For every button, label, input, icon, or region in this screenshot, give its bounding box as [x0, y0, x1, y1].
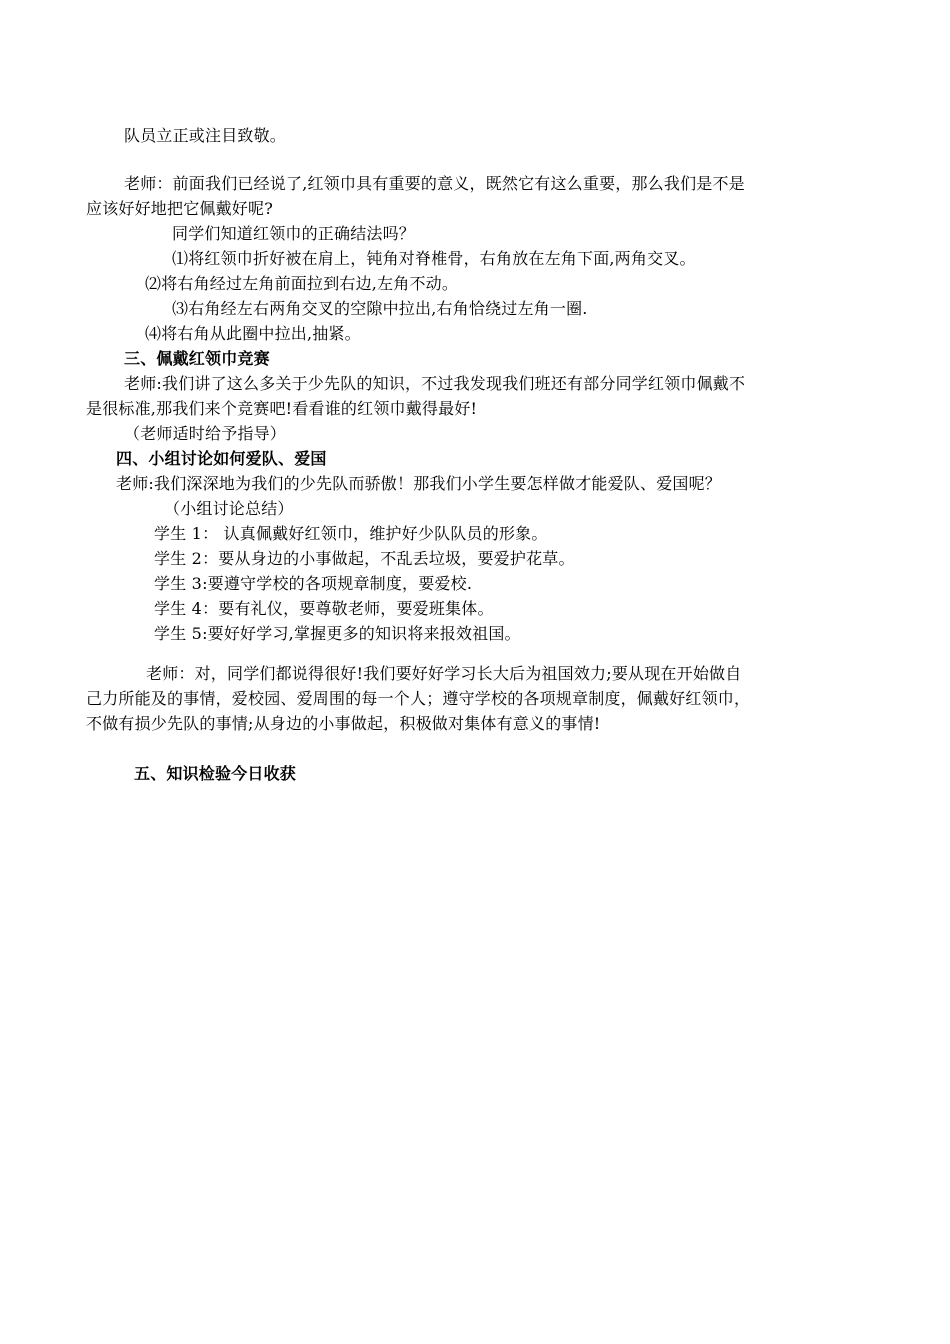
paragraph-discussion-prompt: 老师:我们深深地为我们的少先队而骄傲！那我们小学生要怎样做才能爱队、爱国呢？	[116, 474, 721, 493]
section-heading-4: 四、小组讨论如何爱队、爱国	[116, 449, 327, 468]
paragraph-teacher-intro-line-1: 老师：前面我们已经说了,红领巾具有重要的意义，既然它有这么重要，那么我们是不是	[124, 174, 745, 193]
step-2: ⑵将右角经过左角前面拉到右边,左角不动。	[145, 274, 459, 293]
step-4: ⑷将右角从此圈中拉出,抽紧。	[145, 324, 361, 343]
paragraph-question: 同学们知道红领巾的正确结法吗？	[172, 224, 416, 243]
student-answer-1: 学生 1： 认真佩戴好红领巾，维护好少队队员的形象。	[154, 524, 548, 543]
paragraph-teacher-conclusion-line-2: 己力所能及的事情，爱校园、爱周围的每一个人；遵守学校的各项规章制度，佩戴好红领巾，	[86, 689, 751, 708]
student-answer-5: 学生 5:要好好学习,掌握更多的知识将来报效祖国。	[154, 624, 521, 643]
paragraph-competition-line-2: 是很标准,那我们来个竞赛吧!看看谁的红领巾戴得最好!	[86, 399, 478, 418]
paragraph-salute: 队员立正或注目致敬。	[124, 126, 287, 145]
student-answer-3: 学生 3:要遵守学校的各项规章制度，要爱校.	[154, 574, 473, 593]
paragraph-teacher-intro-line-2: 应该好好地把它佩戴好呢?	[86, 199, 273, 218]
paragraph-guidance-note: （老师适时给予指导）	[124, 424, 287, 443]
paragraph-discussion-summary: （小组讨论总结）	[164, 499, 294, 518]
paragraph-teacher-conclusion-line-3: 不做有损少先队的事情;从身边的小事做起，积极做对集体有意义的事情!	[86, 714, 601, 733]
paragraph-competition-line-1: 老师:我们讲了这么多关于少先队的知识，不过我发现我们班还有部分同学红领巾佩戴不	[124, 374, 746, 393]
student-answer-2: 学生 2：要从身边的小事做起，不乱丢垃圾，要爱护花草。	[154, 549, 575, 568]
student-answer-4: 学生 4：要有礼仪，要尊敬老师，要爱班集体。	[154, 599, 494, 618]
section-heading-3: 三、佩戴红领巾竞赛	[124, 349, 270, 368]
step-3: ⑶右角经左右两角交叉的空隙中拉出,右角恰绕过左角一圈.	[172, 299, 588, 318]
section-heading-5: 五、知识检验今日收获	[134, 764, 297, 783]
step-1: ⑴将红领巾折好被在肩上，钝角对脊椎骨，右角放在左角下面,两角交叉。	[172, 249, 696, 268]
paragraph-teacher-conclusion-line-1: 老师：对，同学们都说得很好!我们要好好学习长大后为祖国效力;要从现在开始做自	[146, 664, 742, 683]
